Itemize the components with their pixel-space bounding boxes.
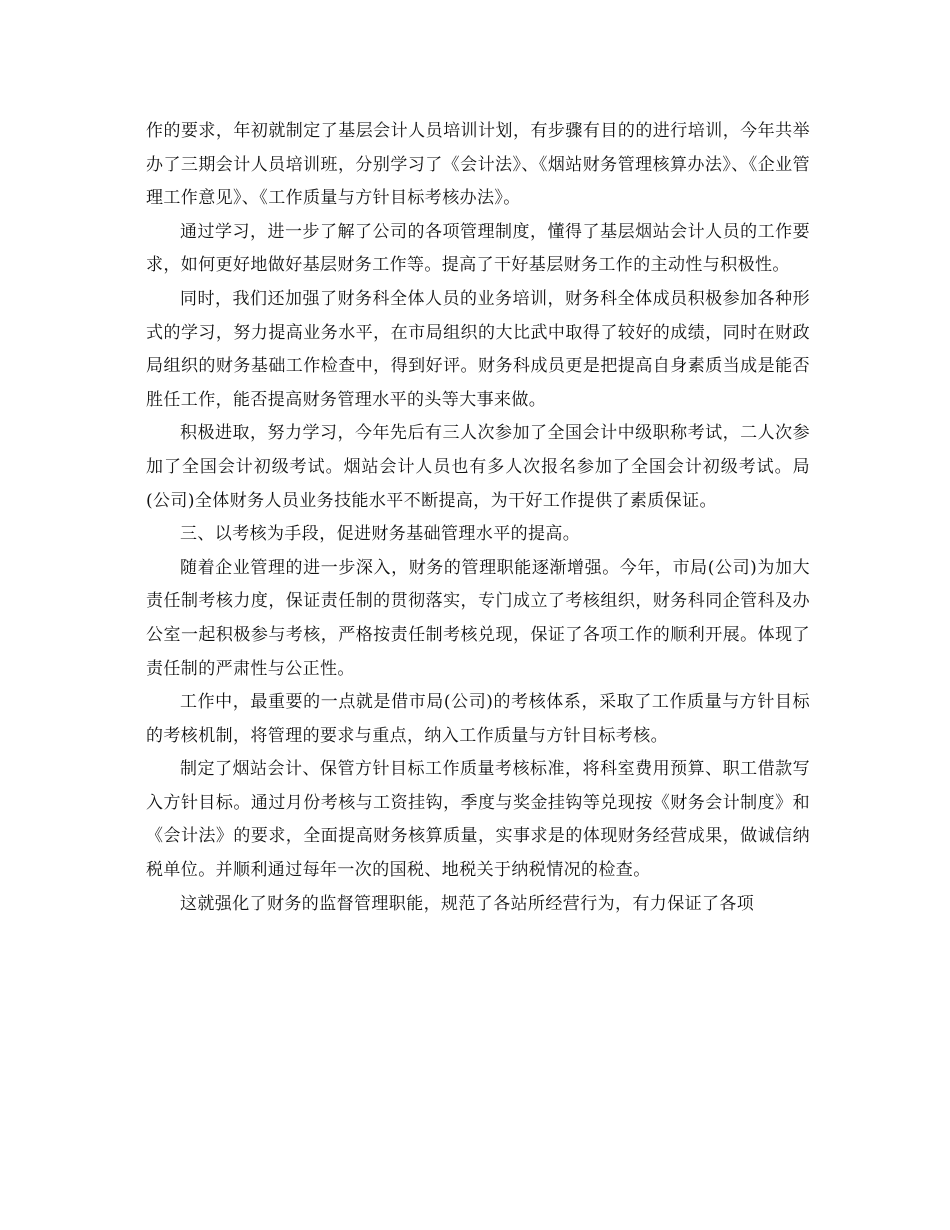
document-body — [146, 115, 810, 921]
paragraph-4: 积极进取，努力学习，今年先后有三人次参加了全国会计中级职称考试，二人次参加了全国会计初级考试。烟站会计人员也有多人次报名参加了全国会计初级考试。局(公司)全体财务人员业务技能水平不断提高，为干好工作提供了素质保证。 — [146, 423, 810, 511]
paragraph-6: 随着企业管理的进一步深入，财务的管理职能逐渐增强。今年，市局(公司)为加大责任制考核力度，保证责任制的贯彻落实，专门成立了考核组织，财务科同企管科及办公室一起积极参与考核，严格按责任制考核兑现，保证了各项工作的顺利开展。体现了责任制的严肃性与公正性。 — [146, 557, 810, 679]
paragraph-8: 制定了烟站会计、保管方针目标工作质量考核标准，将科室费用预算、职工借款写入方针目标。通过月份考核与工资挂钩，季度与奖金挂钩等兑现按《财务会计制度》和《会计法》的要求，全面提高财务核算质量，实事求是的体现财务经营成果，做诚信纳税单位。并顺利通过每年一次的国税、地税关于纳税情况的检查。 — [146, 759, 810, 881]
paragraph-1: 作的要求，年初就制定了基层会计人员培训计划，有步骤有目的的进行培训，今年共举办了三期会计人员培训班，分别学习了《会计法》、《烟站财务管理核算办法》、《企业管理工作意见》、《工作质量与方针目标考核办法》。 — [146, 121, 810, 209]
paragraph-2: 通过学习，进一步了解了公司的各项管理制度，懂得了基层烟站会计人员的工作要求，如何更好地做好基层财务工作等。提高了干好基层财务工作的主动性与积极性。 — [146, 221, 810, 276]
paragraph-9: 这就强化了财务的监督管理职能，规范了各站所经营行为，有力保证了各项 — [180, 893, 755, 914]
paragraph-7: 工作中，最重要的一点就是借市局(公司)的考核体系，采取了工作质量与方针目标的考核机制，将管理的要求与重点，纳入工作质量与方针目标考核。 — [146, 692, 810, 746]
section-heading: 三、以考核为手段，促进财务基础管理水平的提高。 — [180, 524, 581, 545]
paragraph-3: 同时，我们还加强了财务科全体人员的业务培训，财务科全体成员积极参加各种形式的学习，努力提高业务水平，在市局组织的大比武中取得了较好的成绩，同时在财政局组织的财务基础工作检查中，得到好评。财务科成员更是把提高自身素质当成是能否胜任工作，能否提高财务管理水平的头等大事来做。 — [146, 288, 810, 410]
